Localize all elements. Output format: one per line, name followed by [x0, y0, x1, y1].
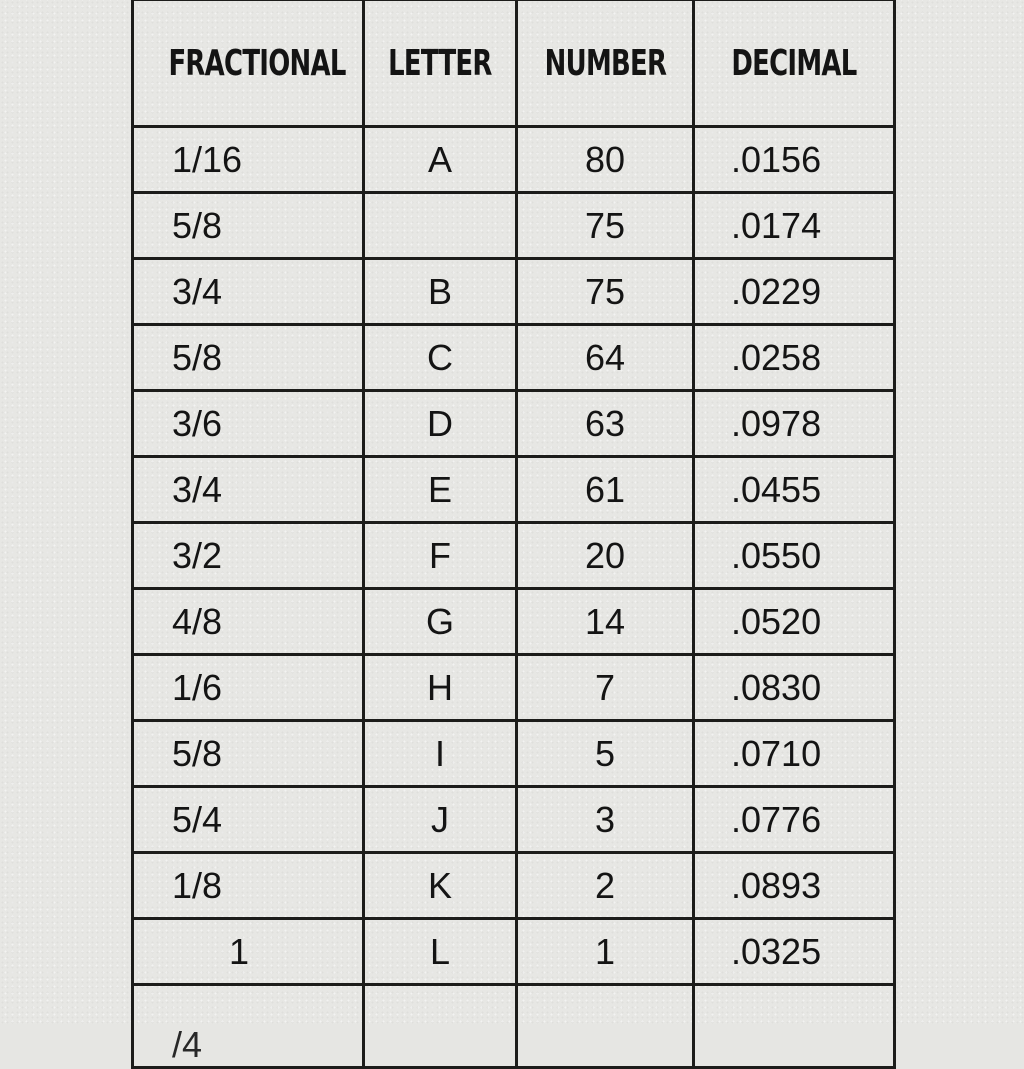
cell-decimal: .0174	[694, 193, 895, 259]
cell-number: 75	[517, 193, 694, 259]
table-row	[133, 655, 895, 721]
table-row	[133, 919, 895, 985]
cell-fractional: 1/6	[133, 655, 364, 721]
cell-letter: E	[364, 457, 517, 523]
cell-letter: A	[364, 127, 517, 193]
cell-letter: I	[364, 721, 517, 787]
conversion-chart	[131, 0, 893, 1069]
cell-fractional: 5/8	[133, 193, 364, 259]
drill-size-table	[131, 0, 896, 1069]
cell-letter: D	[364, 391, 517, 457]
cell-fractional: 4/8	[133, 589, 364, 655]
cell-fractional: 5/8	[133, 721, 364, 787]
cell-letter	[364, 985, 517, 1068]
cell-decimal	[694, 985, 895, 1068]
cell-number: 1	[517, 919, 694, 985]
table-row	[133, 787, 895, 853]
table-row	[133, 457, 895, 523]
cell-number: 80	[517, 127, 694, 193]
header-letter: LETTER	[364, 0, 517, 127]
table-row	[133, 127, 895, 193]
header-row	[133, 0, 895, 127]
cell-number: 20	[517, 523, 694, 589]
cell-number: 2	[517, 853, 694, 919]
table-row	[133, 523, 895, 589]
cell-decimal: .0776	[694, 787, 895, 853]
cell-fractional: 3/4	[133, 457, 364, 523]
cell-number	[517, 985, 694, 1068]
cell-number: 7	[517, 655, 694, 721]
cell-decimal: .0550	[694, 523, 895, 589]
cell-fractional: 1	[133, 919, 364, 985]
cell-decimal: .0893	[694, 853, 895, 919]
cell-number: 14	[517, 589, 694, 655]
cell-fractional: 1/8	[133, 853, 364, 919]
cell-decimal: .0258	[694, 325, 895, 391]
table-row	[133, 721, 895, 787]
cell-letter: J	[364, 787, 517, 853]
table-row	[133, 193, 895, 259]
cell-decimal: .0455	[694, 457, 895, 523]
cell-decimal: .0978	[694, 391, 895, 457]
cell-number: 75	[517, 259, 694, 325]
cell-number: 5	[517, 721, 694, 787]
cell-number: 63	[517, 391, 694, 457]
cell-decimal: .0325	[694, 919, 895, 985]
cell-letter: K	[364, 853, 517, 919]
cell-number: 3	[517, 787, 694, 853]
cell-letter: C	[364, 325, 517, 391]
cell-decimal: .0830	[694, 655, 895, 721]
table-row	[133, 391, 895, 457]
cell-fractional: 3/4	[133, 259, 364, 325]
table-row	[133, 853, 895, 919]
cell-number: 64	[517, 325, 694, 391]
table-row	[133, 325, 895, 391]
header-fractional: FRACTIONAL	[133, 0, 364, 127]
cell-decimal: .0710	[694, 721, 895, 787]
cell-fractional: 1/16	[133, 127, 364, 193]
table-row	[133, 259, 895, 325]
header-number: NUMBER	[517, 0, 694, 127]
cell-letter: H	[364, 655, 517, 721]
cell-number: 61	[517, 457, 694, 523]
cell-decimal: .0520	[694, 589, 895, 655]
cell-fractional: 5/4	[133, 787, 364, 853]
cell-letter: B	[364, 259, 517, 325]
cell-letter: G	[364, 589, 517, 655]
table-row-partial	[133, 985, 895, 1068]
header-decimal: DECIMAL	[694, 0, 895, 127]
cell-decimal: .0229	[694, 259, 895, 325]
cell-fractional: 3/6	[133, 391, 364, 457]
cell-fractional: 3/2	[133, 523, 364, 589]
table-row	[133, 589, 895, 655]
cell-fractional: /4	[133, 985, 364, 1068]
cell-letter: F	[364, 523, 517, 589]
cell-fractional: 5/8	[133, 325, 364, 391]
cell-decimal: .0156	[694, 127, 895, 193]
cell-letter	[364, 193, 517, 259]
cell-letter: L	[364, 919, 517, 985]
